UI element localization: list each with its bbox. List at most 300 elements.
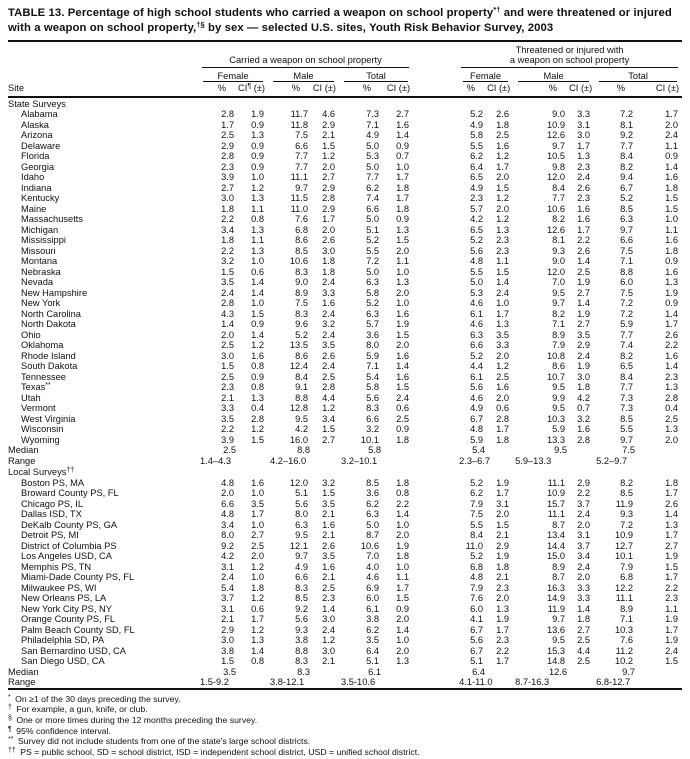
pct-value-cell: 16.3 <box>546 582 566 593</box>
ci-value-cell: 1.9 <box>496 551 510 562</box>
site-cell: West Virginia <box>21 413 76 424</box>
pct-value-cell: 3.4 <box>221 519 234 530</box>
pct-value-cell: 9.7 <box>620 224 634 235</box>
pct-value-cell: 13.4 <box>546 530 566 541</box>
ci-value-cell: 1.3 <box>496 319 510 330</box>
pct-value-cell: 3.5 <box>221 277 234 288</box>
ci-value-cell: 2.1 <box>496 530 510 541</box>
spanner-header-row <box>8 41 682 68</box>
footnote-marker: ** <box>8 736 14 744</box>
pct-value-cell: 4.8 <box>470 572 484 583</box>
pct-value-cell: 9.6 <box>295 319 308 330</box>
pct-value-cell: 8.4 <box>470 530 484 541</box>
pct-value-cell: 5.3 <box>470 287 484 298</box>
carried-male-header: Male <box>268 68 339 83</box>
pct-value-cell: 12.4 <box>289 361 308 372</box>
ci-value-cell: 1.3 <box>665 382 679 393</box>
ci-value-cell: 1.3 <box>251 130 264 141</box>
ci-value-cell: 1.0 <box>496 298 510 309</box>
ci-value-cell: 1.5 <box>396 329 410 340</box>
ci-value-cell: 1.3 <box>251 224 264 235</box>
pct-value-cell: 9.5 <box>552 635 566 646</box>
pct-value-cell: 15.3 <box>546 645 566 656</box>
table-row <box>8 340 682 351</box>
footnote <box>8 736 682 747</box>
carried-female-header: Female <box>198 68 268 83</box>
ci-value-cell: 0.4 <box>665 403 679 414</box>
ci-value-cell: 2.4 <box>577 350 591 361</box>
pct-value-cell: 7.2 <box>620 308 634 319</box>
section-footnote-marker: †† <box>66 467 75 475</box>
ci-value-cell: 0.9 <box>665 256 679 267</box>
pct-value-cell: 9.0 <box>295 277 308 288</box>
ci-value-cell: 1.6 <box>396 308 410 319</box>
pct-value-cell: 11.1 <box>547 477 566 488</box>
ci-value-cell: 1.2 <box>496 361 510 372</box>
table-row <box>8 499 682 510</box>
footnote-text: 95% confidence interval. <box>13 725 111 736</box>
pct-value-cell: 11.5 <box>290 193 308 204</box>
pct-value-cell: 9.0 <box>552 109 566 120</box>
threatened-male-header: Male <box>513 68 594 83</box>
ci-value-cell: 1.9 <box>251 109 264 120</box>
ci-value-cell: 1.7 <box>665 572 679 583</box>
range-value-cell: 1.5-9.2 <box>200 677 229 688</box>
pct-value-cell: 2.4 <box>221 572 234 583</box>
table-row <box>8 277 682 288</box>
site-cell: North Dakota <box>21 319 76 330</box>
pct-value-cell: 6.6 <box>366 203 379 214</box>
site-cell: Orange County PS, FL <box>21 614 116 625</box>
pct-value-cell: 5.5 <box>620 424 634 435</box>
pct-value-cell: 2.5 <box>221 371 234 382</box>
pct-column-header: % <box>268 82 312 97</box>
ci-value-cell: 1.3 <box>396 277 410 288</box>
site-cell: Kentucky <box>21 193 60 204</box>
ci-value-cell: 2.0 <box>496 350 510 361</box>
ci-value-cell: 2.0 <box>496 509 510 520</box>
site-cell: San Bernardino USD, CA <box>21 645 126 656</box>
ci-value-cell: 2.8 <box>665 392 679 403</box>
pct-value-cell: 10.8 <box>546 350 566 361</box>
site-cell: Tennessee <box>21 371 66 382</box>
ci-value-cell: 1.7 <box>251 509 264 520</box>
section-header-row <box>8 466 682 478</box>
pct-value-cell: 6.6 <box>295 140 308 151</box>
pct-value-cell: 4.9 <box>470 403 484 414</box>
ci-value-cell: 1.9 <box>577 308 591 319</box>
ci-value-cell: 2.0 <box>496 593 510 604</box>
pct-value-cell: 5.6 <box>470 245 484 256</box>
pct-value-cell: 12.6 <box>546 224 566 235</box>
pct-value-cell: 9.7 <box>552 614 566 625</box>
pct-value-cell: 7.1 <box>366 119 379 130</box>
footnote-marker: †† <box>8 746 16 754</box>
ci-value-cell: 0.9 <box>251 371 264 382</box>
ci-value-cell: 1.4 <box>665 161 679 172</box>
range-value-cell: 5.9–13.3 <box>515 455 552 466</box>
site-cell: Nevada <box>21 277 54 288</box>
pct-value-cell: 7.9 <box>470 582 484 593</box>
title-footnote-marker: *† <box>493 5 501 14</box>
table-row <box>8 551 682 562</box>
site-cell: Massachusetts <box>21 214 84 225</box>
ci-value-cell: 1.6 <box>665 266 679 277</box>
pct-value-cell: 5.2 <box>470 477 484 488</box>
ci-value-cell: 2.6 <box>577 182 591 193</box>
site-cell: Florida <box>21 151 50 162</box>
ci-value-cell: 0.9 <box>251 119 264 130</box>
pct-value-cell: 8.2 <box>552 214 566 225</box>
site-cell: Idaho <box>21 172 45 183</box>
pct-value-cell: 6.7 <box>620 182 634 193</box>
ci-value-cell: 1.0 <box>396 298 410 309</box>
range-row <box>8 456 682 467</box>
pct-value-cell: 5.7 <box>366 319 379 330</box>
ci-value-cell: 0.9 <box>665 298 679 309</box>
pct-value-cell: 3.8 <box>221 645 234 656</box>
table-row <box>8 361 682 372</box>
ci-value-cell: 3.7 <box>577 498 591 509</box>
pct-value-cell: 5.0 <box>366 140 379 151</box>
pct-column-header: % <box>413 82 487 97</box>
table-row <box>8 435 682 446</box>
pct-value-cell: 9.7 <box>552 140 566 151</box>
footnote <box>8 694 682 705</box>
ci-value-cell: 2.9 <box>577 477 591 488</box>
site-cell: Missouri <box>21 245 56 256</box>
median-value-cell: 2.5 <box>223 445 236 456</box>
pct-value-cell: 11.1 <box>615 593 634 604</box>
pct-value-cell: 6.8 <box>295 224 308 235</box>
ci-value-cell: 1.3 <box>251 193 264 204</box>
ci-value-cell: 2.4 <box>322 277 335 288</box>
ci-value-cell: 2.7 <box>577 319 591 330</box>
footnote-marker: * <box>8 693 11 701</box>
pct-value-cell: 6.5 <box>470 172 484 183</box>
footnote <box>8 704 682 715</box>
pct-value-cell: 9.5 <box>552 382 566 393</box>
threatened-spanner-label <box>461 43 678 68</box>
table-row <box>8 520 682 531</box>
ci-value-cell: 1.8 <box>396 434 410 445</box>
pct-value-cell: 8.9 <box>552 329 566 340</box>
ci-value-cell: 1.4 <box>396 130 410 141</box>
ci-value-cell: 3.7 <box>577 540 591 551</box>
threatened-spanner-line2: a weapon on school property <box>509 55 630 66</box>
ci-value-cell: 1.2 <box>251 424 264 435</box>
footnote-text: One or more times during the 12 months preceding the survey. <box>13 715 258 726</box>
pct-value-cell: 3.5 <box>366 635 379 646</box>
pct-value-cell: 9.9 <box>552 392 566 403</box>
section-header-row <box>8 97 682 110</box>
ci-value-cell: 2.5 <box>577 635 591 646</box>
range-value-cell: 3.2–10.1 <box>341 455 378 466</box>
pct-value-cell: 6.9 <box>366 582 379 593</box>
threatened-female-header: Female <box>413 68 513 83</box>
range-label: Range <box>8 455 36 466</box>
table-title <box>8 6 682 36</box>
pct-value-cell: 11.9 <box>547 603 566 614</box>
pct-value-cell: 5.2 <box>366 298 379 309</box>
ci-value-cell: 2.7 <box>577 287 591 298</box>
median-value-cell: 12.6 <box>548 666 568 677</box>
pct-value-cell: 6.3 <box>470 329 484 340</box>
pct-value-cell: 7.7 <box>366 172 379 183</box>
ci-value-cell: 1.6 <box>577 203 591 214</box>
ci-value-cell: 0.9 <box>396 603 410 614</box>
ci-value-cell: 1.0 <box>251 172 264 183</box>
ci-footnote-marker: ¶ <box>247 83 252 91</box>
ci-value-cell: 2.8 <box>577 434 591 445</box>
pct-value-cell: 6.7 <box>470 413 484 424</box>
pct-value-cell: 1.4 <box>221 319 234 330</box>
site-cell: New Orleans PS, LA <box>21 593 107 604</box>
pct-value-cell: 10.1 <box>614 551 634 562</box>
ci-value-cell: 1.7 <box>577 224 591 235</box>
pct-value-cell: 4.6 <box>366 572 379 583</box>
ci-value-cell: 1.9 <box>496 477 510 488</box>
ci-value-cell: 2.3 <box>496 635 510 646</box>
ci-value-cell: 2.1 <box>496 572 510 583</box>
pct-value-cell: 6.3 <box>366 277 379 288</box>
title-text: and were threatened or injured with a weapon on school property, <box>8 7 672 34</box>
pct-value-cell: 8.2 <box>620 477 634 488</box>
ci-value-cell: 2.0 <box>396 340 410 351</box>
ci-value-cell: 1.5 <box>322 424 335 435</box>
ci-value-cell: 1.6 <box>496 382 510 393</box>
table-row <box>8 530 682 541</box>
ci-value-cell: 0.4 <box>251 403 264 414</box>
pct-value-cell: 13.6 <box>546 624 566 635</box>
median-value-cell: 8.8 <box>297 445 310 456</box>
ci-value-cell: 2.0 <box>496 172 510 183</box>
ci-value-cell: 1.8 <box>396 182 410 193</box>
pct-value-cell: 16.0 <box>289 434 308 445</box>
ci-value-cell: 0.6 <box>251 266 264 277</box>
ci-value-cell: 1.5 <box>396 235 410 246</box>
ci-value-cell: 2.0 <box>396 614 410 625</box>
site-footnote-marker: ** <box>45 382 51 390</box>
ci-value-cell: 1.0 <box>251 298 264 309</box>
ci-value-cell: 2.4 <box>322 361 335 372</box>
pct-value-cell: 12.7 <box>614 540 634 551</box>
footnote <box>8 715 682 726</box>
ci-value-cell: 3.3 <box>577 593 591 604</box>
ci-value-cell: 3.3 <box>577 109 591 120</box>
ci-value-cell: 2.2 <box>665 582 679 593</box>
ci-value-cell: 1.1 <box>496 256 510 267</box>
ci-value-cell: 2.6 <box>496 109 510 120</box>
pct-value-cell: 5.0 <box>366 266 379 277</box>
site-column-header: Site <box>8 82 198 97</box>
pct-value-cell: 6.3 <box>366 509 379 520</box>
site-cell: New York City PS, NY <box>21 603 112 614</box>
site-cell: Memphis PS, TN <box>21 561 92 572</box>
pct-value-cell: 5.6 <box>366 392 379 403</box>
pct-value-cell: 4.6 <box>470 298 484 309</box>
ci-value-cell: 4.4 <box>322 392 335 403</box>
ci-value-cell: 2.9 <box>577 340 591 351</box>
ci-value-cell: 1.3 <box>251 635 264 646</box>
table-row <box>8 288 682 299</box>
site-cell: DeKalb County PS, GA <box>21 519 118 530</box>
pct-value-cell: 7.2 <box>620 519 634 530</box>
range-value-cell: 3.8-12.1 <box>270 677 305 688</box>
pct-value-cell: 7.5 <box>620 287 634 298</box>
ci-value-cell: 2.5 <box>396 413 410 424</box>
median-label: Median <box>8 666 39 677</box>
pct-value-cell: 4.0 <box>366 561 379 572</box>
ci-value-cell: 1.0 <box>396 519 410 530</box>
table-row <box>8 646 682 657</box>
pct-value-cell: 13.3 <box>546 434 566 445</box>
ci-value-cell: 1.8 <box>577 614 591 625</box>
site-cell: Alabama <box>21 109 58 120</box>
ci-value-cell: 0.7 <box>396 151 410 162</box>
pct-value-cell: 2.4 <box>221 287 234 298</box>
ci-value-cell: 0.8 <box>251 214 264 225</box>
pct-value-cell: 8.6 <box>295 235 308 246</box>
ci-value-cell: 2.0 <box>496 392 510 403</box>
pct-value-cell: 9.8 <box>552 161 566 172</box>
site-cell: Palm Beach County SD, FL <box>21 624 135 635</box>
ci-value-cell: 1.4 <box>251 329 264 340</box>
median-label: Median <box>8 445 39 456</box>
ci-value-cell: 1.7 <box>665 319 679 330</box>
pct-value-cell: 6.6 <box>221 498 234 509</box>
range-value-cell: 5.2–9.7 <box>596 455 628 466</box>
pct-value-cell: 10.6 <box>289 256 308 267</box>
pct-value-cell: 7.3 <box>366 109 379 120</box>
ci-value-cell: 2.0 <box>396 645 410 656</box>
pct-value-cell: 5.2 <box>470 109 484 120</box>
pct-value-cell: 8.0 <box>221 530 234 541</box>
pct-value-cell: 3.7 <box>221 593 234 604</box>
pct-value-cell: 8.7 <box>552 519 566 530</box>
ci-value-cell: 1.3 <box>496 224 510 235</box>
pct-value-cell: 6.2 <box>366 498 379 509</box>
site-cell: Indiana <box>21 182 52 193</box>
pct-value-cell: 1.5 <box>221 266 234 277</box>
pct-value-cell: 6.8 <box>470 561 484 572</box>
ci-value-cell: 2.9 <box>322 119 335 130</box>
pct-value-cell: 7.9 <box>552 340 566 351</box>
pct-value-cell: 8.6 <box>552 361 566 372</box>
pct-value-cell: 5.4 <box>221 582 234 593</box>
ci-value-cell: 2.9 <box>322 203 335 214</box>
ci-value-cell: 1.1 <box>665 603 679 614</box>
pct-value-cell: 4.2 <box>295 424 308 435</box>
ci-value-cell: 0.9 <box>396 424 410 435</box>
ci-value-cell: 3.4 <box>577 551 591 562</box>
ci-value-cell: 1.4 <box>577 603 591 614</box>
pct-value-cell: 5.2 <box>366 235 379 246</box>
pct-value-cell: 5.5 <box>470 266 484 277</box>
pct-value-cell: 6.2 <box>470 488 484 499</box>
pct-value-cell: 10.3 <box>546 413 566 424</box>
pct-value-cell: 7.7 <box>295 161 308 172</box>
ci-value-cell: 2.4 <box>396 392 410 403</box>
pct-value-cell: 11.2 <box>615 645 634 656</box>
pct-value-cell: 8.0 <box>295 509 308 520</box>
ci-value-cell: 1.5 <box>665 193 679 204</box>
pct-value-cell: 6.4 <box>470 161 484 172</box>
pct-value-cell: 2.1 <box>221 614 234 625</box>
pct-value-cell: 4.2 <box>470 214 484 225</box>
pct-value-cell: 6.8 <box>620 572 634 583</box>
pct-value-cell: 5.9 <box>552 424 566 435</box>
ci-value-cell: 1.4 <box>665 361 679 372</box>
ci-value-cell: 3.1 <box>577 119 591 130</box>
pct-value-cell: 9.7 <box>295 551 308 562</box>
pct-value-cell: 12.6 <box>546 130 566 141</box>
ci-value-cell: 1.6 <box>665 172 679 183</box>
pct-value-cell: 6.6 <box>470 340 484 351</box>
pct-value-cell: 1.8 <box>221 235 234 246</box>
site-cell: Los Angeles USD, CA <box>21 551 112 562</box>
pct-value-cell: 3.2 <box>366 424 379 435</box>
pct-value-cell: 9.7 <box>620 434 634 445</box>
pct-value-cell: 12.2 <box>614 582 634 593</box>
ci-value-cell: 1.7 <box>251 614 264 625</box>
ci-value-cell: 2.0 <box>577 572 591 583</box>
pct-value-cell: 7.9 <box>470 498 484 509</box>
ci-column-header: CI¶ (±) <box>238 82 268 97</box>
pct-value-cell: 6.6 <box>366 413 379 424</box>
pct-value-cell: 9.0 <box>552 256 566 267</box>
table-row <box>8 614 682 625</box>
site-cell: North Carolina <box>21 308 81 319</box>
ci-value-cell: 1.9 <box>665 614 679 625</box>
ci-value-cell: 0.9 <box>251 151 264 162</box>
pct-value-cell: 5.8 <box>470 130 484 141</box>
ci-value-cell: 2.5 <box>322 582 335 593</box>
median-value-cell: 6.4 <box>472 666 486 677</box>
ci-value-cell: 2.6 <box>577 245 591 256</box>
section-label: State Surveys <box>8 98 66 109</box>
ci-value-cell: 1.4 <box>577 298 591 309</box>
pct-value-cell: 8.3 <box>295 266 308 277</box>
ci-value-cell: 1.7 <box>577 140 591 151</box>
pct-value-cell: 3.0 <box>221 350 234 361</box>
pct-value-cell: 7.5 <box>295 130 308 141</box>
pct-value-cell: 2.1 <box>221 392 234 403</box>
ci-value-cell: 1.0 <box>396 266 410 277</box>
ci-value-cell: 2.3 <box>577 161 591 172</box>
pct-value-cell: 1.5 <box>221 361 234 372</box>
pct-value-cell: 5.5 <box>470 519 484 530</box>
range-value-cell: 4.2–16.0 <box>270 455 307 466</box>
ci-value-cell: 1.5 <box>665 203 679 214</box>
pct-value-cell: 6.5 <box>470 224 484 235</box>
pct-value-cell: 11.1 <box>547 509 566 520</box>
site-cell: Wyoming <box>21 434 60 445</box>
table-row <box>8 330 682 341</box>
ci-value-cell: 2.8 <box>322 193 335 204</box>
site-cell: Detroit PS, MI <box>21 530 79 541</box>
table-row <box>8 319 682 330</box>
median-row <box>8 445 682 456</box>
ci-value-cell: 1.3 <box>396 224 410 235</box>
ci-column-header: CI (±) <box>569 82 594 97</box>
ci-value-cell: 2.2 <box>396 498 410 509</box>
ci-value-cell: 2.7 <box>665 540 679 551</box>
ci-value-cell: 1.0 <box>665 214 679 225</box>
site-cell: Boston PS, MA <box>21 477 85 488</box>
ci-value-cell: 1.9 <box>665 287 679 298</box>
ci-value-cell: 1.3 <box>665 424 679 435</box>
